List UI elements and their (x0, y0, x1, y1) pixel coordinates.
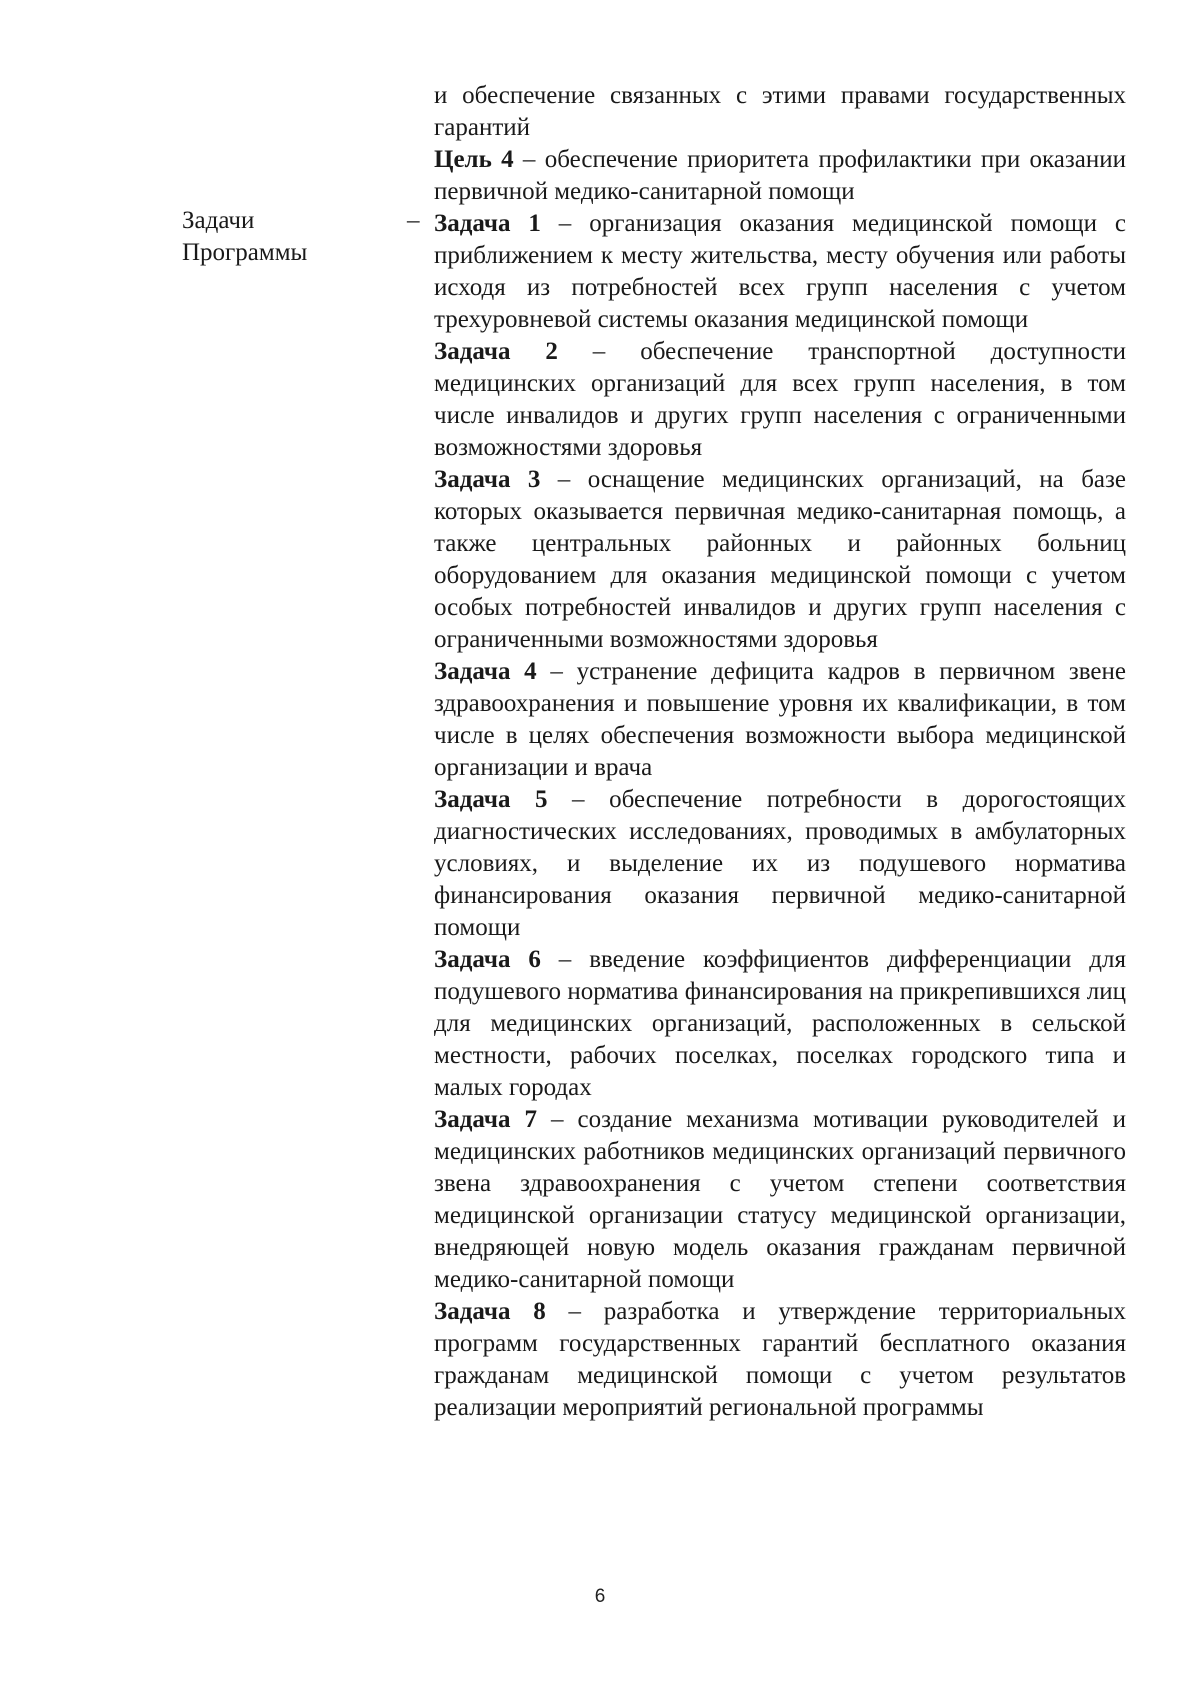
section-label-line-2: Программы (182, 239, 308, 266)
task-4-label: Задача 4 (434, 658, 537, 685)
task-1-text: – организация оказания медицинской помощи с приближением к месту жительства, месту обучения или работы исходя из потребностей всех групп населения с учетом трехуровневой системы оказания медицинской помощи (434, 210, 1126, 333)
section-dash: – (407, 207, 420, 234)
task-1-label: Задача 1 (434, 210, 541, 237)
task-3-text: – оснащение медицинских организаций, на базе которых оказывается первичная медико-санитарная помощь, а также центральных районных и районных больниц оборудованием для оказания медицинской помощи с учетом особых потребностей инвалидов и других групп населения с ограниченными возможностями здоровья (434, 466, 1126, 653)
section-label-line-1: Задачи (182, 207, 255, 234)
task-2-text: – обеспечение транспортной доступности медицинских организаций для всех групп населения, в том числе инвалидов и других групп населения с ограниченными возможностями здоровья (434, 338, 1126, 461)
task-7-label: Задача 7 (434, 1106, 537, 1133)
task-3-label: Задача 3 (434, 466, 541, 493)
task-6-text: – введение коэффициентов дифференциации для подушевого норматива финансирования на прикрепившихся лиц для медицинских организаций, расположенных в сельской местности, рабочих поселках, поселках городского типа и малых городах (434, 946, 1126, 1101)
task-7-text: – создание механизма мотивации руководителей и медицинских работников медицинских организаций первичного звена здравоохранения с учетом степени соответствия медицинской организации статусу медицинской организации, внедряющей новую модель оказания гражданам первичной медико-санитарной помощи (434, 1106, 1126, 1293)
task-6-label: Задача 6 (434, 946, 541, 973)
task-8-label: Задача 8 (434, 1298, 546, 1325)
task-5-label: Задача 5 (434, 786, 548, 813)
continuation-paragraph: и обеспечение связанных с этими правами государственных гарантий (434, 82, 1126, 141)
task-8-text: – разработка и утверждение территориальных программ государственных гарантий бесплатного оказания гражданам медицинской помощи с учетом результатов реализации мероприятий региональной программы (434, 1298, 1126, 1421)
task-8-paragraph (434, 1296, 1126, 1424)
task-5-paragraph (434, 784, 1126, 944)
goal-4-text: – обеспечение приоритета профилактики при оказании первичной медико-санитарной помощи (434, 146, 1126, 205)
task-1-paragraph (434, 208, 1126, 336)
section-label (182, 205, 382, 269)
task-2-paragraph (434, 336, 1126, 464)
goal-4-label: Цель 4 (434, 146, 514, 173)
task-3-paragraph (434, 464, 1126, 656)
task-7-paragraph (434, 1104, 1126, 1296)
main-text-column (434, 80, 1126, 1424)
task-5-text: – обеспечение потребности в дорогостоящих диагностических исследованиях, проводимых в амбулаторных условиях, и выделение их из подушевого норматива финансирования оказания первичной медико-санитарной помощи (434, 786, 1126, 941)
task-2-label: Задача 2 (434, 338, 558, 365)
page-number: 6 (594, 1586, 606, 1607)
task-4-paragraph (434, 656, 1126, 784)
task-6-paragraph (434, 944, 1126, 1104)
goal-4-paragraph (434, 144, 1126, 208)
task-4-text: – устранение дефицита кадров в первичном звене здравоохранения и повышение уровня их квалификации, в том числе в целях обеспечения возможности выбора медицинской организации и врача (434, 658, 1126, 781)
